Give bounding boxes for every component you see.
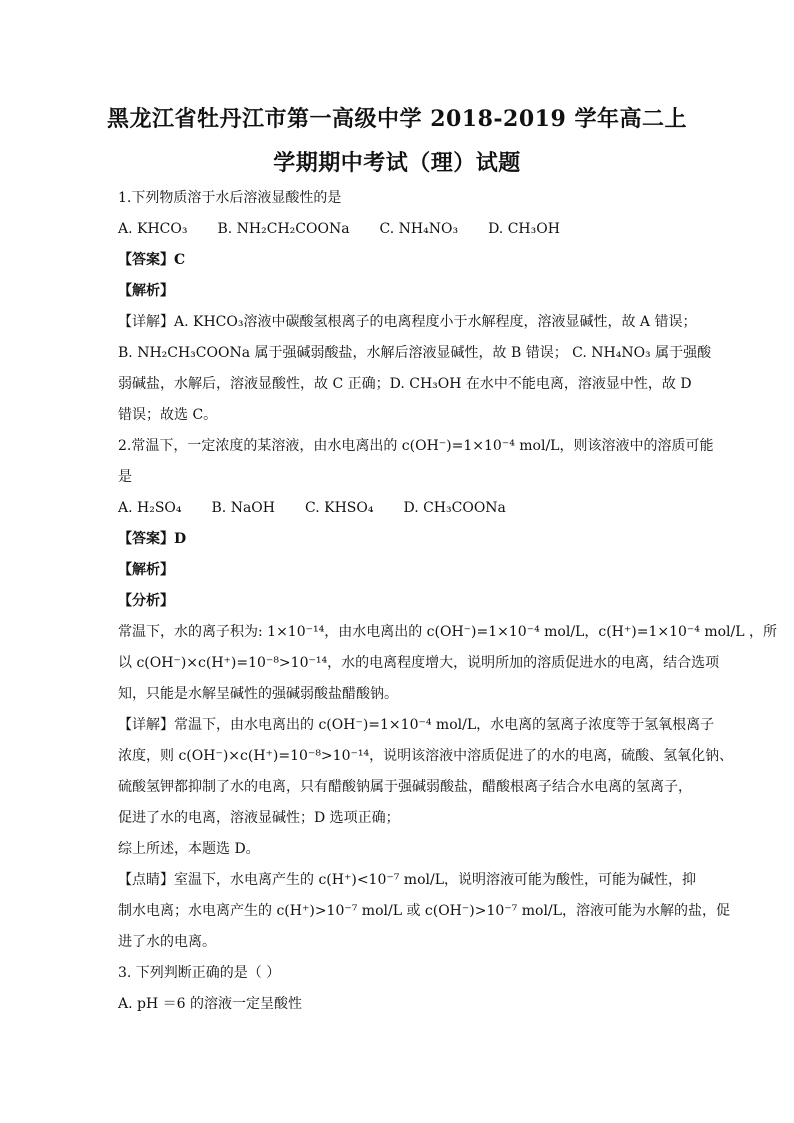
- q2-detail-line: 促进了水的电离，溶液显碱性；D 选项正确；: [118, 810, 400, 826]
- q2-options: [118, 493, 678, 524]
- q2-fenxi-line: 知，只能是水解呈碱性的强碱弱酸盐醋酸钠。: [118, 686, 398, 702]
- q2-detail-line: 硫酸氢钾都抑制了水的电离，只有醋酸钠属于强碱弱酸盐，醋酸根离子结合水电离的氢离子，: [118, 779, 692, 795]
- q2-fenxi-line: 以 c(OH⁻)×c(H⁺)=10⁻⁸>10⁻¹⁴，水的电离程度增大，说明所加的溶质促进水的电离，结合选项: [118, 655, 720, 671]
- q1-analysis-label: 【解析】: [118, 283, 174, 299]
- q2-stem-line: 2.常温下，一定浓度的某溶液，由水电离出的 c(OH⁻)=1×10⁻⁴ mol/L，则该溶液中的溶质可能: [118, 438, 714, 454]
- q2-fenxi-line: 常温下，水的离子积为: 1×10⁻¹⁴，由水电离出的 c(OH⁻)=1×10⁻⁴ mol/L，c(H⁺)=1×10⁻⁴ mol/L ，所: [118, 624, 777, 640]
- q2-detail-line: 【详解】常温下，由水电离出的 c(OH⁻)=1×10⁻⁴ mol/L，水电离的氢离子浓度等于氢氧根离子: [118, 717, 715, 733]
- q3-stem: 3. 下列判断正确的是（ ）: [118, 965, 281, 981]
- q2-option-a: A. H₂SO₄: [118, 500, 182, 516]
- q1-answer: 【答案】C: [118, 252, 186, 268]
- q2-dianjing-line: 制水电离；水电离产生的 c(H⁺)>10⁻⁷ mol/L 或 c(OH⁻)>10⁻⁷ mol/L，溶液可能为水解的盐，促: [118, 903, 730, 919]
- q2-dianjing-line: 进了水的电离。: [118, 934, 216, 950]
- q1-detail-line: 弱碱盐，水解后，溶液显酸性，故 C 正确；D. CH₃OH 在水中不能电离，溶液显中性，故 D: [118, 376, 692, 392]
- q1-option-c: C. NH₄NO₃: [379, 221, 459, 237]
- q1-option-b: B. NH₂CH₂COONa: [217, 221, 350, 237]
- q3-option-a: A. pH ＝6 的溶液一定呈酸性: [118, 996, 302, 1012]
- q2-answer: 【答案】D: [118, 531, 187, 547]
- q2-detail-line: 综上所述，本题选 D。: [118, 841, 260, 857]
- document-title-line-1: 黑龙江省牡丹江市第一高级中学 2018-2019 学年高二上: [107, 106, 687, 132]
- q1-option-a: A. KHCO₃: [118, 221, 188, 237]
- q2-detail-line: 浓度，则 c(OH⁻)×c(H⁺)=10⁻⁸>10⁻¹⁴，说明该溶液中溶质促进了的水的电离，硫酸、氢氧化钠、: [118, 748, 734, 764]
- q2-fenxi-label: 【分析】: [118, 593, 174, 609]
- q2-stem-line: 是: [118, 469, 132, 485]
- q2-option-d: D. CH₃COONa: [403, 500, 506, 516]
- q1-detail-line: 【详解】A. KHCO₃溶液中碳酸氢根离子的电离程度小于水解程度，溶液显碱性，故 A 错误；: [118, 314, 697, 330]
- q2-option-c: C. KHSO₄: [305, 500, 374, 516]
- q1-detail-line: 错误；故选 C。: [118, 407, 218, 423]
- q2-dianjing-line: 【点睛】室温下，水电离产生的 c(H⁺)<10⁻⁷ mol/L，说明溶液可能为酸性，可能为碱性，抑: [118, 872, 697, 888]
- q2-option-b: B. NaOH: [211, 500, 275, 516]
- q1-options: [118, 214, 678, 245]
- q1-option-d: D. CH₃OH: [488, 221, 560, 237]
- document-title-line-2: 学期期中考试（理）试题: [273, 150, 521, 176]
- q1-stem: 1.下列物质溶于水后溶液显酸性的是: [118, 190, 342, 206]
- q2-analysis-label: 【解析】: [118, 562, 174, 578]
- q1-detail-line: B. NH₂CH₃COONa 属于强碱弱酸盐，水解后溶液显碱性，故 B 错误； C. NH₄NO₃ 属于强酸: [118, 345, 712, 361]
- document-body: [118, 183, 777, 1020]
